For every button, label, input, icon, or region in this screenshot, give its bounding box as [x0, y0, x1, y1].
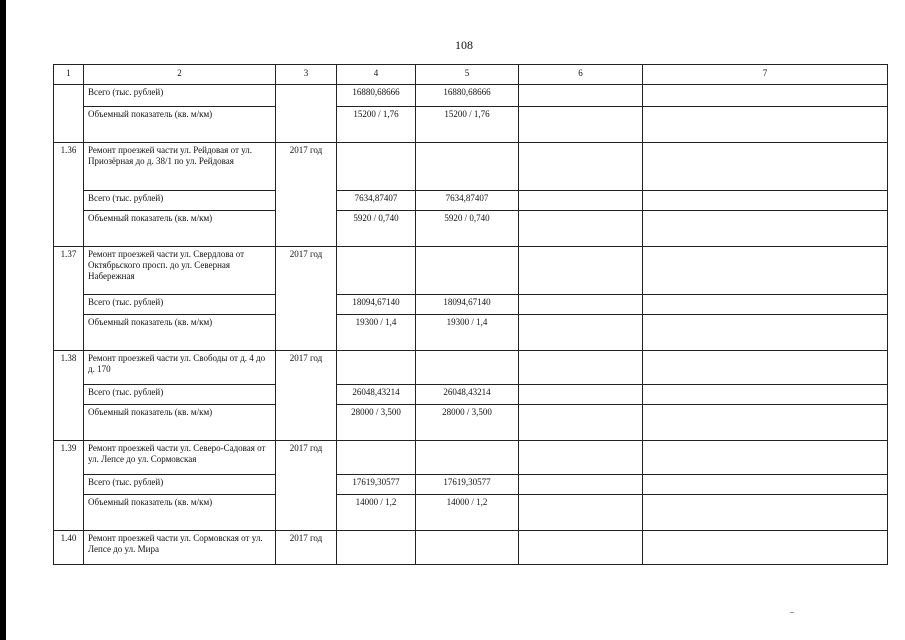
cell-col4 [337, 531, 416, 565]
volume-col4: 19300 / 1,4 [337, 315, 416, 351]
table-row [54, 211, 888, 247]
row-label-total: Всего (тыс. рублей) [84, 191, 276, 211]
col-header-7: 7 [643, 65, 888, 85]
total-col5: 16880,68666 [416, 85, 519, 107]
row-label-volume: Объемный показатель (кв. м/км) [84, 107, 276, 143]
cell-col6 [519, 385, 643, 405]
cell-col5 [416, 531, 519, 565]
total-col4: 17619,30577 [337, 475, 416, 495]
cell-col6 [519, 143, 643, 191]
item-year: 2017 год [276, 531, 337, 565]
col-header-1: 1 [54, 65, 84, 85]
cell-col6 [519, 211, 643, 247]
cell-col6 [519, 315, 643, 351]
table-row [54, 531, 888, 565]
table-row [54, 405, 888, 441]
table-row [54, 85, 888, 107]
cell-col6 [519, 351, 643, 385]
col-header-4: 4 [337, 65, 416, 85]
item-name: Ремонт проезжей части ул. Свердлова от Октябрьского просп. до ул. Северная Набережная [84, 247, 276, 295]
cell-col7 [643, 191, 888, 211]
table-row [54, 295, 888, 315]
cell-col7 [643, 405, 888, 441]
page-number: 108 [455, 38, 473, 52]
row-label-volume: Объемный показатель (кв. м/км) [84, 211, 276, 247]
item-year: 2017 год [276, 247, 337, 351]
table-row [54, 247, 888, 295]
col-header-5: 5 [416, 65, 519, 85]
program-table [53, 64, 888, 565]
cell-col6 [519, 405, 643, 441]
scan-speck [790, 612, 794, 613]
cell-col7 [643, 247, 888, 295]
cell-col7 [643, 531, 888, 565]
total-col4: 7634,87407 [337, 191, 416, 211]
cell-col6 [519, 295, 643, 315]
cell-col6 [519, 495, 643, 531]
volume-col4: 5920 / 0,740 [337, 211, 416, 247]
volume-col4: 28000 / 3,500 [337, 405, 416, 441]
cell-col6 [519, 191, 643, 211]
cell-col5 [416, 247, 519, 295]
total-col4: 16880,68666 [337, 85, 416, 107]
total-col4: 26048,43214 [337, 385, 416, 405]
cell-col7 [643, 351, 888, 385]
row-label-total: Всего (тыс. рублей) [84, 385, 276, 405]
row-label-volume: Объемный показатель (кв. м/км) [84, 315, 276, 351]
cell-col5 [416, 441, 519, 475]
cell-col7 [643, 107, 888, 143]
total-col4: 18094,67140 [337, 295, 416, 315]
volume-col5: 19300 / 1,4 [416, 315, 519, 351]
volume-col5: 15200 / 1,76 [416, 107, 519, 143]
cell-col4 [337, 247, 416, 295]
total-col5: 26048,43214 [416, 385, 519, 405]
volume-col4: 14000 / 1,2 [337, 495, 416, 531]
cell-col7 [643, 143, 888, 191]
item-number: 1.36 [54, 143, 84, 247]
table-row [54, 351, 888, 385]
cell-num [54, 85, 84, 143]
item-name: Ремонт проезжей части ул. Свободы от д. 4 до д. 170 [84, 351, 276, 385]
cell-col6 [519, 107, 643, 143]
cell-col4 [337, 441, 416, 475]
table-row [54, 315, 888, 351]
cell-col5 [416, 351, 519, 385]
table-row [54, 143, 888, 191]
col-header-3: 3 [276, 65, 337, 85]
cell-col7 [643, 315, 888, 351]
item-name: Ремонт проезжей части ул. Рейдовая от ул. Приозёрная до д. 38/1 по ул. Рейдовая [84, 143, 276, 191]
table-row [54, 385, 888, 405]
col-header-2: 2 [84, 65, 276, 85]
total-col5: 7634,87407 [416, 191, 519, 211]
cell-col7 [643, 295, 888, 315]
header-row [54, 65, 888, 85]
row-label-volume: Объемный показатель (кв. м/км) [84, 405, 276, 441]
cell-col7 [643, 85, 888, 107]
cell-col7 [643, 441, 888, 475]
cell-col6 [519, 441, 643, 475]
table-row [54, 495, 888, 531]
item-number: 1.39 [54, 441, 84, 531]
row-label-volume: Объемный показатель (кв. м/км) [84, 495, 276, 531]
cell-col4 [337, 351, 416, 385]
row-label-total: Всего (тыс. рублей) [84, 85, 276, 107]
cell-col6 [519, 531, 643, 565]
cell-col4 [337, 143, 416, 191]
table-row [54, 107, 888, 143]
total-col5: 18094,67140 [416, 295, 519, 315]
item-year: 2017 год [276, 441, 337, 531]
row-label-total: Всего (тыс. рублей) [84, 475, 276, 495]
item-number: 1.38 [54, 351, 84, 441]
table-row [54, 475, 888, 495]
cell-year [276, 85, 337, 143]
volume-col4: 15200 / 1,76 [337, 107, 416, 143]
cell-col6 [519, 85, 643, 107]
volume-col5: 28000 / 3,500 [416, 405, 519, 441]
cell-col7 [643, 385, 888, 405]
item-year: 2017 год [276, 143, 337, 247]
scan-edge-bar [0, 0, 6, 640]
cell-col7 [643, 475, 888, 495]
total-col5: 17619,30577 [416, 475, 519, 495]
cell-col7 [643, 211, 888, 247]
col-header-6: 6 [519, 65, 643, 85]
item-year: 2017 год [276, 351, 337, 441]
item-number: 1.37 [54, 247, 84, 351]
cell-col6 [519, 247, 643, 295]
volume-col5: 14000 / 1,2 [416, 495, 519, 531]
row-label-total: Всего (тыс. рублей) [84, 295, 276, 315]
cell-col7 [643, 495, 888, 531]
item-name: Ремонт проезжей части ул. Сормовская от ул. Лепсе до ул. Мира [84, 531, 276, 565]
table-row [54, 441, 888, 475]
cell-col6 [519, 475, 643, 495]
item-name: Ремонт проезжей части ул. Северо-Садовая от ул. Лепсе до ул. Сормовская [84, 441, 276, 475]
volume-col5: 5920 / 0,740 [416, 211, 519, 247]
cell-col5 [416, 143, 519, 191]
table-row [54, 191, 888, 211]
item-number: 1.40 [54, 531, 84, 565]
